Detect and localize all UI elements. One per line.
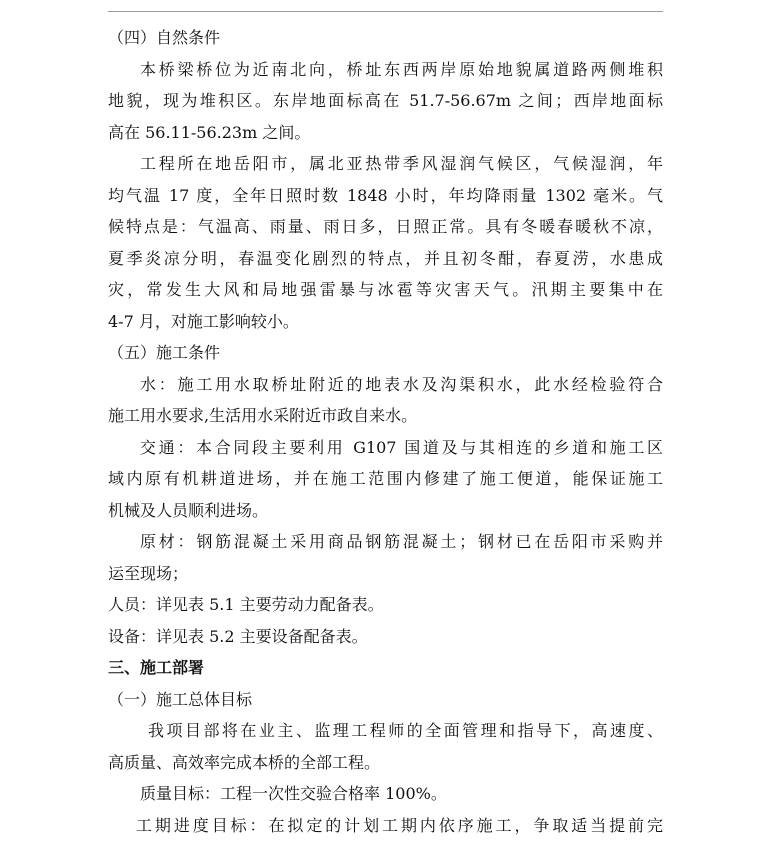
section-heading-natural-conditions: （四）自然条件 (108, 28, 221, 47)
paragraph-line: 候特点是：气温高、雨量、雨日多，日照正常。具有冬暖春暖秋不凉， (108, 217, 663, 236)
paragraph-line: 工期进度目标：在拟定的计划工期内依序施工，争取适当提前完 (136, 815, 663, 835)
paragraph-line: 设备：详见表 5.2 主要设备配备表。 (108, 626, 368, 646)
paragraph-line: 地貌，现为堆积区。东岸地面标高在 51.7-56.67m 之间；西岸地面标 (108, 91, 663, 110)
paragraph-line: 机械及人员顺利进场。 (108, 500, 269, 520)
paragraph-line: 原材：钢筋混凝土采用商品钢筋混凝土；钢材已在岳阳市采购并 (140, 532, 663, 551)
header-rule (108, 11, 663, 12)
paragraph-line: 夏季炎凉分明，春温变化剧烈的特点，并且初冬酣，春夏涝，水患成 (108, 248, 663, 268)
paragraph-line: 质量目标：工程一次性交验合格率 100%。 (140, 784, 447, 803)
paragraph-line: 人员：详见表 5.1 主要劳动力配备表。 (108, 595, 384, 614)
paragraph-line: 交通：本合同段主要利用 G107 国道及与其相连的乡道和施工区 (140, 437, 663, 457)
paragraph-line: 水：施工用水取桥址附近的地表水及沟渠积水，此水经检验符合 (140, 374, 663, 394)
paragraph-line: 4-7 月，对施工影响较小。 (108, 311, 299, 331)
chapter-heading-deployment: 三、施工部署 (108, 658, 205, 677)
paragraph-line: 运至现场； (108, 563, 189, 583)
section-heading-overall-goal: （一）施工总体目标 (108, 689, 253, 709)
document-body (108, 22, 663, 841)
paragraph-line: 施工用水要求,生活用水采附近市政自来水。 (108, 406, 418, 425)
section-heading-construction-conditions: （五）施工条件 (108, 343, 221, 362)
paragraph-line: 高在 56.11-56.23m 之间。 (108, 122, 311, 142)
paragraph-line: 域内原有机耕道进场，并在施工范围内修建了施工便道，能保证施工 (108, 469, 663, 488)
paragraph-line: 灾，常发生大风和局地强雷暴与冰雹等灾害天气。汛期主要集中在 (108, 280, 663, 299)
paragraph-line: 我项目部将在业主、监理工程师的全面管理和指导下，高速度、 (148, 721, 663, 740)
paragraph-line: 高质量、高效率完成本桥的全部工程。 (108, 752, 381, 772)
paragraph-line: 工程所在地岳阳市，属北亚热带季风湿润气候区，气候湿润，年 (140, 154, 663, 173)
paragraph-line: 本桥梁桥位为近南北向，桥址东西两岸原始地貌属道路两侧堆积 (140, 59, 663, 79)
paragraph-line: 均气温 17 度，全年日照时数 1848 小时，年均降雨量 1302 毫米。气 (108, 185, 663, 205)
